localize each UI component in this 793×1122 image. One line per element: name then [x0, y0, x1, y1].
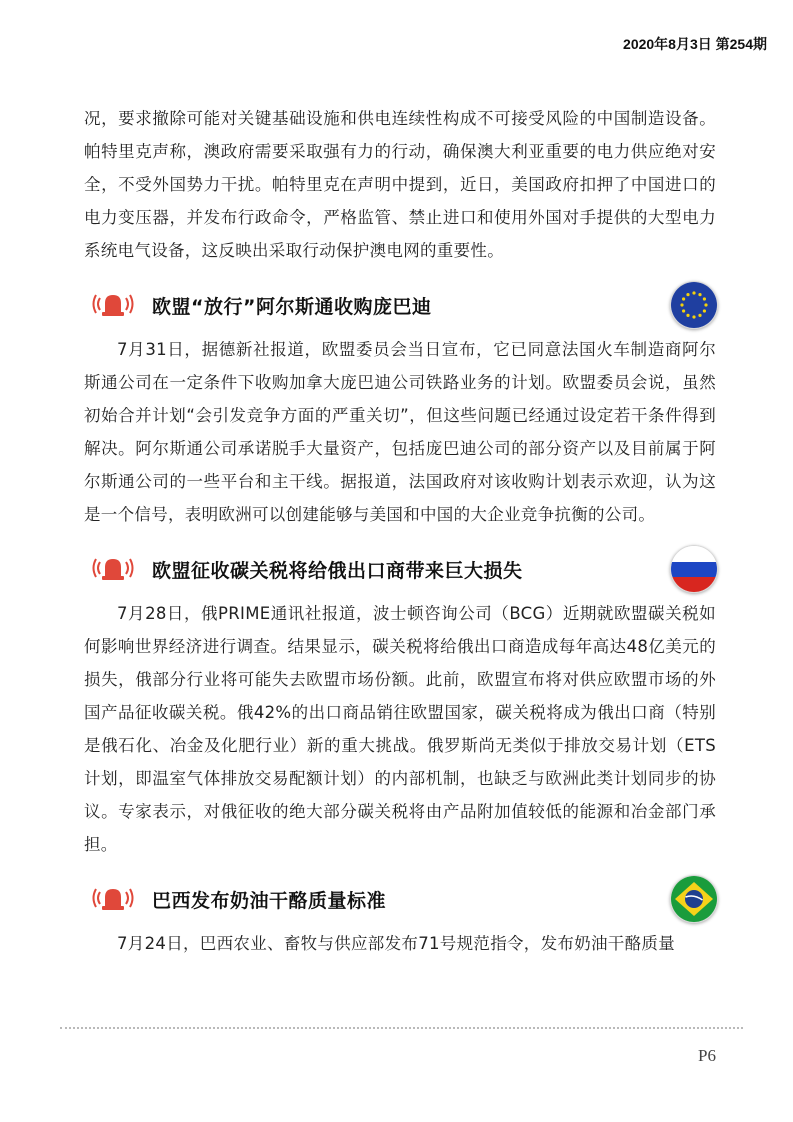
- russia-flag-icon: [670, 545, 718, 593]
- eu-flag-icon: [670, 281, 718, 329]
- header-date-issue: 2020年8月3日 第254期: [623, 36, 767, 52]
- bell-alert-icon: [92, 884, 134, 914]
- section-body: 7月24日，巴西农业、畜牧与供应部发布71号规范指令，发布奶油干酪质量: [117, 934, 675, 953]
- section-title: 巴西发布奶油干酪质量标准: [152, 889, 387, 912]
- page-content: [84, 102, 716, 960]
- footer-divider: [60, 1027, 743, 1029]
- section-header-eu-alstom: [84, 277, 716, 333]
- bell-alert-icon: [92, 554, 134, 584]
- section-header-brazil-cheese: [84, 871, 716, 927]
- bell-alert-icon: [92, 290, 134, 320]
- section-header-eu-carbon-tariff: [84, 541, 716, 597]
- page-number: P6: [698, 1046, 716, 1065]
- section-body: 7月28日，俄PRIME通讯社报道，波士顿咨询公司（BCG）近期就欧盟碳关税如何影响世界经济进行调查。结果显示，碳关税将给俄出口商造成每年高达48亿美元的损失，俄部分行业将可能失去欧盟市场份额。此前，欧盟宣布将对供应欧盟市场的外国产品征收碳关税。俄42%的出口商品销往欧盟国家，碳关税将成为俄出口商（特别是俄石化、冶金及化肥行业）新的重大挑战。俄罗斯尚无类似于排放交易计划（ETS计划，即温室气体排放交易配额计划）的内部机制，也缺乏与欧洲此类计划同步的协议。专家表示，对俄征收的绝大部分碳关税将由产品附加值较低的能源和冶金部门承担。: [84, 604, 716, 854]
- brazil-flag-icon: [670, 875, 718, 923]
- section-body: 7月31日，据德新社报道，欧盟委员会当日宣布，它已同意法国火车制造商阿尔斯通公司在一定条件下收购加拿大庞巴迪公司铁路业务的计划。欧盟委员会说，虽然初始合并计划“会引发竞争方面的严重关切”，但这些问题已经通过设定若干条件得到解决。阿尔斯通公司承诺脱手大量资产，包括庞巴迪公司的部分资产以及目前属于阿尔斯通公司的一些平台和主干线。据报道，法国政府对该收购计划表示欢迎，认为这是一个信号，表明欧洲可以创建能够与美国和中国的大企业竞争抗衡的公司。: [84, 340, 716, 524]
- section-title: 欧盟征收碳关税将给俄出口商带来巨大损失: [152, 559, 523, 582]
- section-title: 欧盟“放行”阿尔斯通收购庞巴迪: [152, 295, 432, 318]
- intro-paragraph: 况，要求撤除可能对关键基础设施和供电连续性构成不可接受风险的中国制造设备。帕特里克声称，澳政府需要采取强有力的行动，确保澳大利亚重要的电力供应绝对安全，不受外国势力干扰。帕特里克在声明中提到，近日，美国政府扣押了中国进口的电力变压器，并发布行政命令，严格监管、禁止进口和使用外国对手提供的大型电力系统电气设备，这反映出采取行动保护澳电网的重要性。: [84, 109, 716, 260]
